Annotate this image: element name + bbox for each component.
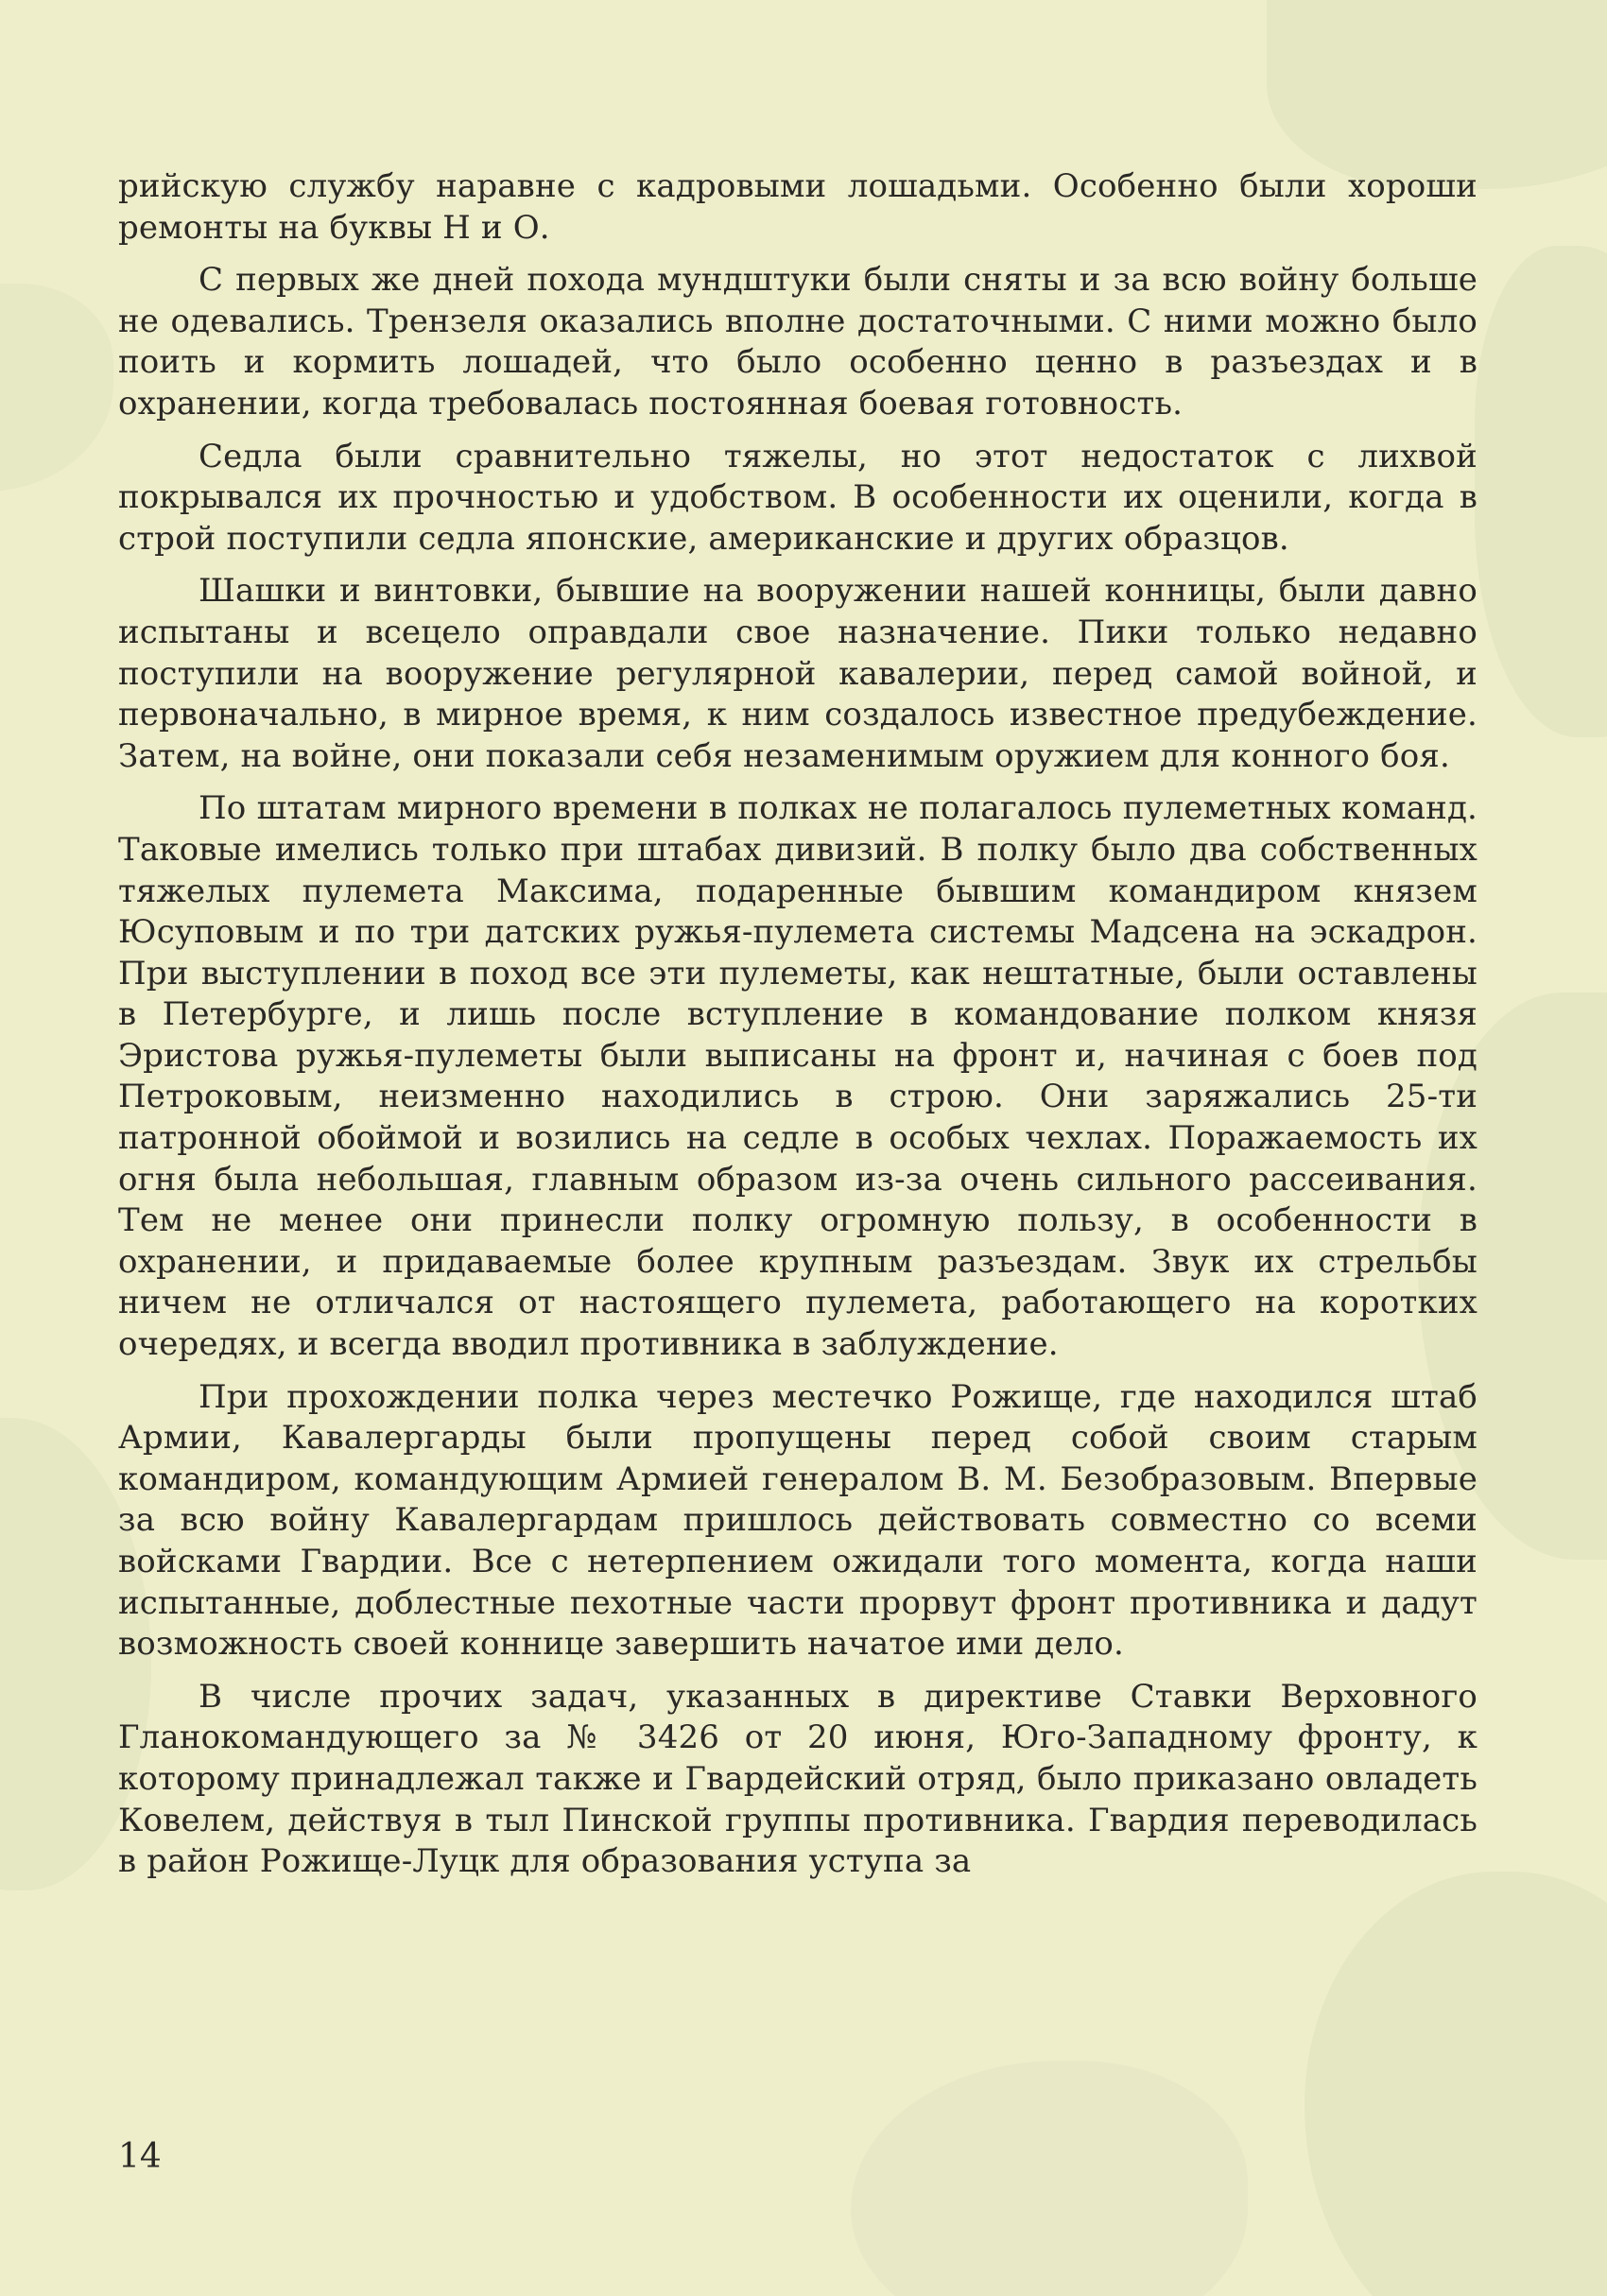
paragraph-3: Седла были сравнительно тяжелы, но этот недостаток с лихвой покрывался их прочностью и удобством. В особенности их оценили, когда в строй поступили седла японские, американские и других образцов. xyxy=(118,437,1477,558)
background-blotch xyxy=(851,2061,1248,2296)
body-text xyxy=(118,166,1477,1894)
page-number: 14 xyxy=(118,2137,162,2176)
background-blotch xyxy=(1267,0,1607,189)
paragraph-1: рийскую службу наравне с кадровыми лошадьми. Особенно были хороши ремонты на буквы Н и О. xyxy=(118,167,1477,247)
paragraph-4: Шашки и винтовки, бывшие на вооружении нашей конницы, были давно испытаны и всецело оправдали свое назначение. Пики только недавно поступили на вооружение регулярной кавалерии, перед самой войной, и первоначально, в мирное время, к ним создалось известное предубеждение. Затем, на войне, они показали себя незаменимым оружием для конного боя. xyxy=(118,572,1477,775)
paragraph-7: В числе прочих задач, указанных в директиве Ставки Верховного Гланокомандующего за № 3426 от 20 июня, Юго-Западному фронту, к которому принадлежал также и Гвардейский отряд, было приказано овладеть Ковелем, действуя в тыл Пинской группы противника. Гвардия переводилась в район Рожище-Луцк для образования уступа за xyxy=(118,1677,1477,1881)
paragraph-5: По штатам мирного времени в полках не полагалось пулеметных команд. Таковые имелись только при штабах дивизий. В полку было два собственных тяжелых пулемета Максима, подаренные бывшим командиром князем Юсуповым и по три датских ружья-пулемета системы Мадсена на эскадрон. При выступлении в поход все эти пулеметы, как нештатные, были оставлены в Петербурге, и лишь после вступление в командование полком князя Эристова ружья-пулеметы были выписаны на фронт и, начиная с боев под Петроковым, неизменно находились в строю. Они заряжались 25-ти патронной обоймой и возились на седле в особых чехлах. Поражаемость их огня была небольшая, главным образом из-за очень сильного рассеивания. Тем не менее они принесли полку огромную пользу, в особенности в охранении, и придаваемые более крупным разъездам. Звук их стрельбы ничем не отличался от настоящего пулемета, работающего на коротких очередях, и всегда вводил противника в заблуждение. xyxy=(118,789,1477,1364)
background-blotch xyxy=(1305,1872,1607,2296)
paragraph-2: С первых же дней похода мундштуки были сняты и за всю войну больше не одевались. Трензеля оказались вполне достаточными. С ними можно было поить и кормить лошадей, что было особенно ценно в разъездах и в охранении, когда требовалась постоянная боевая готовность. xyxy=(118,261,1477,423)
background-blotch xyxy=(1475,246,1607,737)
background-blotch xyxy=(0,284,113,492)
paragraph-6: При прохождении полка через местечко Рожище, где находился штаб Армии, Кавалергарды были пропущены перед собой своим старым командиром, командующим Армией генералом В. М. Безобразовым. Впервые за всю войну Кавалергардам пришлось действовать совместно со всеми войсками Гвардии. Все с нетерпением ожидали того момента, когда наши испытанные, доблестные пехотные части прорвут фронт противника и дадут возможность своей коннице завершить начатое ими дело. xyxy=(118,1377,1477,1664)
